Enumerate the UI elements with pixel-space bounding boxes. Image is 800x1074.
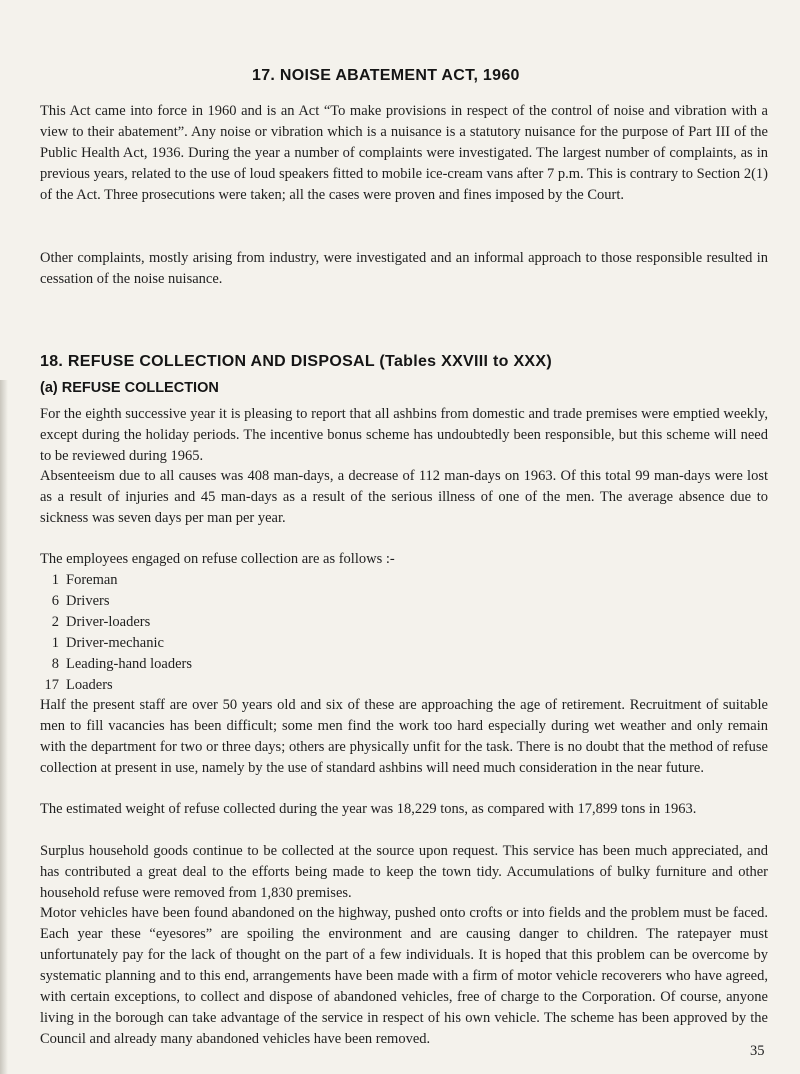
staff-count: 1 [51,635,59,651]
page-number: 35 [750,1043,765,1059]
staff-role: Leading-hand loaders [66,656,193,672]
section-17-paragraph: Other complaints, mostly arising from industry, were investigated and an informal approach to those responsible resulted in cessation of the noise nuisance. [40,250,768,287]
staff-role: Driver-loaders [66,614,151,630]
section-18-paragraph: Absenteeism due to all causes was 408 man-days, a decrease of 112 man-days on 1963. Of this total 99 man-days were lost as a result of injuries and 45 man-days as a result of the serious illness of one of the men. The average absence due to sickness was seven days per man per year. [40,468,768,526]
list-item [40,570,340,591]
list-item [40,675,340,696]
employee-list [40,570,340,696]
list-item [40,612,340,633]
page-edge-shadow [0,380,8,1074]
staff-role: Driver-mechanic [66,635,164,651]
staff-count: 2 [51,614,59,630]
staff-count: 8 [51,656,59,672]
section-17-heading: 17. NOISE ABATEMENT ACT, 1960 [252,67,520,84]
staff-count: 17 [44,677,59,693]
section-18-paragraph: The estimated weight of refuse collected during the year was 18,229 tons, as compared with 17,899 tons in 1963. [40,801,697,817]
staff-count: 6 [51,593,59,609]
staff-role: Drivers [66,593,110,609]
list-item [40,633,340,654]
section-18-paragraph: Surplus household goods continue to be collected at the source upon request. This service has been much appreciated, and has contributed a great deal to the efforts being made to keep the town tidy. Accumulations of bulky furniture and other household refuse were removed from 1,830 premises. [40,843,768,901]
list-item [40,654,340,675]
section-18-heading: 18. REFUSE COLLECTION AND DISPOSAL (Tables XXVIII to XXX) [40,353,552,370]
staff-count: 1 [51,572,59,588]
refuse-collection-subheading: (a) REFUSE COLLECTION [40,380,219,396]
section-18-paragraph: Half the present staff are over 50 years old and six of these are approaching the age of retirement. Recruitment of suitable men to fill vacancies has been difficult; some men find the work too hard especially during wet weather and only remain with the department for two or three days; others are physically unfit for the task. There is no doubt that the method of refuse collection at present in use, namely by the use of standard ashbins will need much consideration in the near future. [40,697,768,776]
section-17-paragraph: This Act came into force in 1960 and is an Act “To make provisions in respect of the control of noise and vibration with a view to their abatement”. Any noise or vibration which is a nuisance is a statutory nuisance for the purpose of Part III of the Public Health Act, 1936. During the year a number of complaints were investigated. The largest number of complaints, as in previous years, related to the use of loud speakers fitted to mobile ice-cream vans after 7 p.m. This is contrary to Section 2(1) of the Act. Three prosecutions were taken; all the cases were proven and fines imposed by the Court. [40,103,768,203]
staff-role: Foreman [66,572,118,588]
section-18-paragraph: For the eighth successive year it is pleasing to report that all ashbins from domestic and trade premises were emptied weekly, except during the holiday periods. The incentive bonus scheme has undoubtedly been responsible, but this scheme will need to be reviewed during 1965. [40,406,768,464]
section-18-paragraph: The employees engaged on refuse collection are as follows :- [40,551,395,567]
staff-role: Loaders [66,677,113,693]
section-18-paragraph: Motor vehicles have been found abandoned on the highway, pushed onto crofts or into fields and the problem must be faced. Each year these “eyesores” are spoiling the environment and are causing danger to children. The ratepayer must unfortunately pay for the lack of thought on the part of a few individuals. It is hoped that this problem can be overcome by systematic planning and to this end, arrangements have been made with a firm of motor vehicle recoverers who have agreed, with certain exceptions, to collect and dispose of abandoned vehicles, free of charge to the Corporation. Of course, anyone living in the borough can take advantage of the service in respect of his own vehicle. The scheme has been approved by the Council and already many abandoned vehicles have been removed. [40,905,768,1047]
list-item [40,591,340,612]
